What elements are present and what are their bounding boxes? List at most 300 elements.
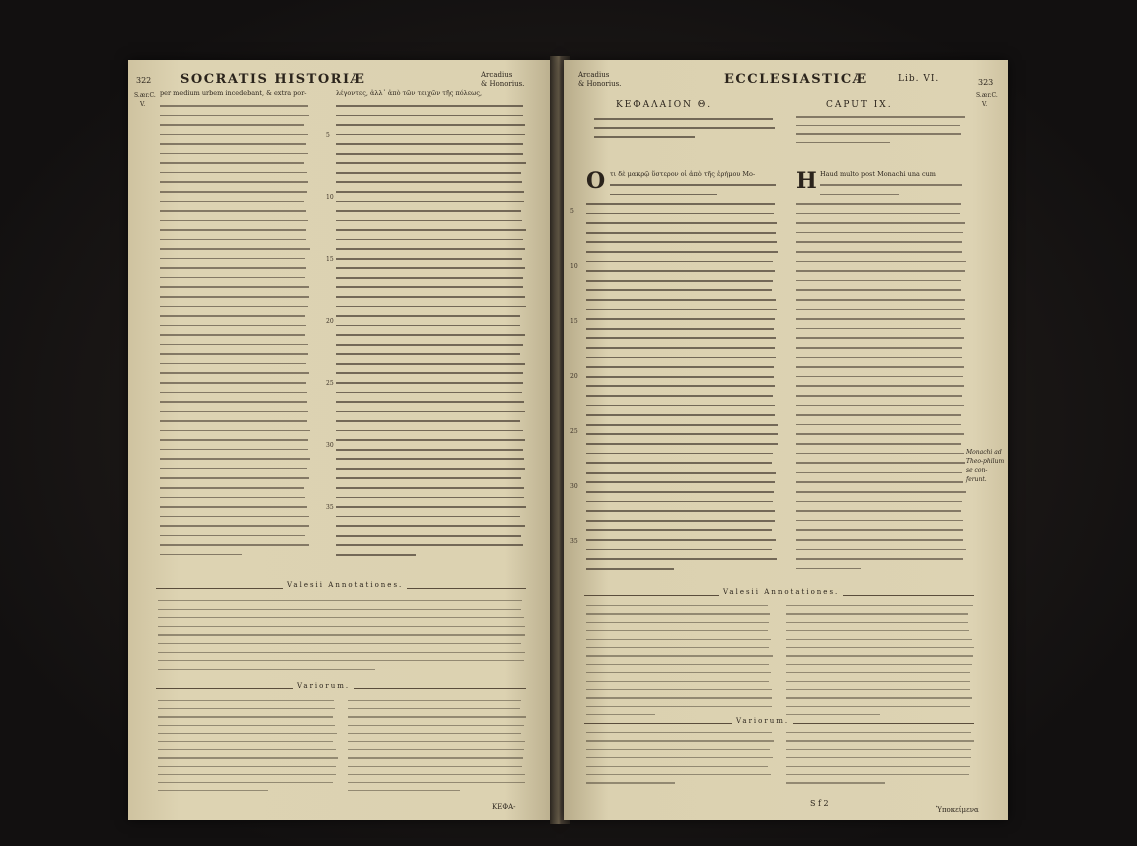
left-page [128,60,556,820]
text-line [348,733,521,734]
text-line [336,143,523,145]
text-line [786,732,971,733]
text-line [786,655,973,656]
text-line [158,626,525,627]
text-line [796,328,961,330]
text-line [336,439,525,441]
right-margin-note: S.ær.C. [976,92,998,99]
text-line [160,239,306,241]
text-line [796,309,964,311]
text-line [796,405,964,407]
text-line [586,520,775,522]
text-line [160,458,310,460]
text-line [586,774,771,775]
text-line [336,124,525,126]
text-line [594,118,773,120]
text-line [336,535,521,537]
text-line [160,344,308,346]
text-line [336,458,524,460]
text-line [586,647,769,648]
right-running-subtitle-1: Arcadius [578,71,610,79]
text-line [336,325,520,327]
left-margin-note-2: V. [140,101,146,108]
greek-chapter-heading: ΚΕΦΑΛΑΙΟΝ Θ. [616,100,713,110]
text-line [796,232,963,234]
left-variorum-heading: Variorum. [293,682,354,690]
text-line [796,491,966,493]
text-line [336,181,522,183]
text-line [160,296,309,298]
text-line [348,757,523,758]
text-line [586,299,776,301]
text-line [586,697,772,698]
text-line [796,133,961,135]
text-line [160,420,307,422]
text-line [786,605,973,606]
right-running-lib: Lib. VI. [898,74,940,84]
text-line [586,622,769,623]
text-line [594,127,775,129]
left-running-subtitle-2: & Honorius. [481,80,525,88]
text-line [586,222,777,224]
text-line [336,430,523,432]
text-line [160,267,306,269]
text-line [158,634,525,635]
text-line [586,605,768,606]
text-line [586,203,775,205]
text-line [160,172,307,174]
text-line [586,270,775,272]
right-catchword: Ὑποκείμενα [936,806,979,814]
text-line [786,639,972,640]
text-line [786,697,972,698]
text-line [160,506,307,508]
text-line [160,535,305,537]
text-line [158,609,521,610]
text-line [586,529,772,531]
text-line [796,481,963,483]
text-line [336,220,522,222]
text-line [160,382,306,384]
text-line [160,143,306,145]
text-line [158,749,336,750]
text-line [796,318,965,320]
text-line [336,411,525,413]
text-line [796,357,962,359]
text-line [786,706,970,707]
text-line [160,115,309,117]
text-line [796,222,965,224]
text-line [786,689,970,690]
text-line [796,424,961,426]
text-line [586,385,775,387]
right-page-number: 323 [978,78,994,87]
text-line [336,497,524,499]
text-line [586,280,773,282]
text-line [160,544,309,546]
right-notes-heading: Valesii Annotationes. [719,588,843,596]
text-line [158,660,524,661]
text-line [586,501,773,503]
text-line [796,453,964,455]
text-line [586,491,774,493]
text-line [796,395,962,397]
text-line [336,487,524,489]
text-line [796,203,961,205]
text-line [158,643,521,644]
text-line [796,385,964,387]
line-number: 5 [326,132,330,139]
text-line [158,741,333,742]
line-number: 30 [570,483,578,490]
text-line [348,749,524,750]
text-line [586,289,772,291]
text-line [158,774,336,775]
text-line [586,337,776,339]
text-line [586,366,774,368]
text-line [796,213,960,215]
text-line [348,700,521,701]
text-line [160,411,308,413]
text-line [786,774,969,775]
text-line [158,600,522,601]
text-line [786,757,971,758]
text-line [336,239,523,241]
text-line [586,481,775,483]
line-number: 5 [570,208,574,215]
line-number: 15 [326,256,334,263]
line-number: 10 [570,263,578,270]
text-line [586,395,773,397]
text-line [348,790,460,791]
text-line [610,194,717,196]
text-line [158,790,268,791]
text-line [336,449,523,451]
text-line [796,142,890,144]
text-line [796,280,961,282]
text-line [336,525,525,527]
text-line [160,392,307,394]
text-line [160,306,308,308]
text-line [336,392,522,394]
text-line [586,639,771,640]
text-line [586,613,770,614]
text-line [336,420,520,422]
text-line [586,568,674,570]
text-line [336,229,526,231]
text-line [796,241,962,243]
text-line [786,613,968,614]
text-line [336,201,524,203]
text-line [160,487,304,489]
text-line [796,125,960,127]
text-line [586,241,777,243]
text-line [796,289,961,291]
text-line [348,716,526,717]
right-variorum-heading: Variorum. [732,717,793,725]
text-line [348,782,525,783]
right-margin-note-monachi: Monachi ad Theo-philum se con-ferunt. [966,449,1005,483]
text-line [796,558,963,560]
text-line [796,520,963,522]
text-line [586,328,774,330]
text-line [158,652,525,653]
text-line [160,439,308,441]
text-line [586,732,772,733]
text-line [786,672,970,673]
text-line [786,622,968,623]
text-line [786,740,974,741]
text-line [160,248,310,250]
text-line [336,506,526,508]
text-line [586,630,768,631]
left-running-title: SOCRATIS HISTORIÆ [180,72,366,87]
left-latin-first-line: per medium urbem incedebant, & extra por- [160,89,307,97]
text-line [160,497,305,499]
text-line [336,296,525,298]
line-number: 35 [326,504,334,511]
text-line [586,424,778,426]
right-greek-first-line: τι δὲ μακρῷ ὕστερον οἱ ἀπὸ τῆς ἐρήμου Μο- [610,170,756,178]
text-line [160,105,308,107]
line-number: 30 [326,442,334,449]
text-line [796,472,962,474]
text-line [348,708,520,709]
text-line [586,706,772,707]
text-line [160,468,307,470]
text-line [786,647,974,648]
text-line [820,184,962,186]
text-line [160,363,306,365]
text-line [586,251,778,253]
text-line [158,716,333,717]
text-line [586,414,775,416]
text-line [158,782,333,783]
text-line [796,366,964,368]
text-line [336,286,523,288]
text-line [586,405,775,407]
text-line [336,554,416,556]
text-line [160,334,305,336]
text-line [158,669,375,670]
text-line [158,617,524,618]
text-line [158,700,334,701]
text-line [158,708,335,709]
text-line [586,539,776,541]
text-line [160,210,306,212]
text-line [586,232,776,234]
text-line [336,353,520,355]
text-line [160,353,308,355]
text-line [336,315,520,317]
text-line [786,630,969,631]
text-line [160,477,309,479]
text-line [160,525,309,527]
text-line [336,277,523,279]
left-margin-note: S.ær.C. [134,92,156,99]
text-line [160,449,308,451]
text-line [796,270,965,272]
text-line [796,347,962,349]
text-line [786,782,885,783]
text-line [796,443,961,445]
text-line [336,344,523,346]
text-line [796,414,961,416]
text-line [586,672,771,673]
right-running-subtitle-2: & Honorius. [578,80,622,88]
text-line [586,213,774,215]
text-line [160,325,306,327]
text-line [336,382,523,384]
text-line [336,401,524,403]
text-line [348,725,524,726]
text-line [160,430,310,432]
text-line [786,766,970,767]
text-line [586,472,776,474]
text-line [796,462,965,464]
text-line [336,162,526,164]
text-line [586,433,778,435]
text-line [586,664,769,665]
right-page [564,60,1008,820]
text-line [160,277,305,279]
text-line [160,372,309,374]
text-line [796,376,963,378]
text-line [336,248,525,250]
text-line [160,258,305,260]
line-number: 35 [570,538,578,545]
text-line [160,220,308,222]
text-line [610,184,776,186]
text-line [160,315,305,317]
text-line [586,714,655,715]
text-line [336,134,525,136]
text-line [594,136,695,138]
line-number: 20 [326,318,334,325]
text-line [348,766,522,767]
line-number: 20 [570,373,578,380]
text-line [796,568,861,570]
text-line [160,124,304,126]
greek-dropcap: O [586,168,606,194]
text-line [336,306,526,308]
text-line [336,516,520,518]
text-line [336,334,525,336]
text-line [796,549,966,551]
text-line [160,554,242,556]
text-line [336,105,523,107]
latin-dropcap: H [796,168,817,194]
left-running-subtitle-1: Arcadius [481,71,513,79]
text-line [336,372,523,374]
text-line [796,299,965,301]
right-margin-note-2: V. [982,101,988,108]
text-line [586,261,773,263]
text-line [160,153,308,155]
text-line [586,510,775,512]
text-line [336,115,523,117]
right-signature-mark: S f 2 [810,799,829,808]
text-line [160,229,306,231]
text-line [796,433,964,435]
text-line [586,782,675,783]
left-page-number: 322 [136,76,152,85]
text-line [586,376,774,378]
text-line [158,733,337,734]
text-line [786,681,970,682]
text-line [586,347,775,349]
text-line [796,261,966,263]
left-greek-first-line: λέγοντες, ἀλλ᾽ ἀπὸ τῶν τειχῶν τῆς πόλεως, [336,89,483,97]
text-line [586,757,773,758]
text-line [158,757,338,758]
text-line [586,558,777,560]
text-line [348,774,525,775]
left-catchword: ΚΕΦΑ- [492,803,516,811]
line-number: 25 [326,380,334,387]
line-number: 15 [570,318,578,325]
text-line [336,210,521,212]
text-line [336,477,521,479]
text-line [586,549,772,551]
text-line [160,286,309,288]
text-line [796,116,965,118]
text-line [160,162,304,164]
text-line [160,516,309,518]
text-line [160,191,307,193]
text-line [796,501,962,503]
text-line [336,153,523,155]
text-line [786,749,971,750]
text-line [158,725,335,726]
line-number: 25 [570,428,578,435]
text-line [586,357,776,359]
line-number: 10 [326,194,334,201]
text-line [336,258,522,260]
right-latin-first-line: Haud multo post Monachi una cum [820,170,936,178]
text-line [586,453,773,455]
text-line [160,401,307,403]
text-line [796,529,963,531]
text-line [336,172,521,174]
text-line [336,363,525,365]
text-line [336,267,525,269]
text-line [786,664,972,665]
text-line [586,309,777,311]
text-line [160,134,308,136]
text-line [786,714,880,715]
text-line [586,318,775,320]
right-running-title: ECCLESIASTICÆ [724,72,868,87]
text-line [348,741,525,742]
text-line [336,468,525,470]
text-line [820,194,899,196]
text-line [586,766,768,767]
text-line [336,191,524,193]
latin-chapter-heading: CAPUT IX. [826,100,893,110]
text-line [586,462,772,464]
left-notes-heading: Valesii Annotationes. [283,581,407,589]
text-line [160,201,304,203]
text-line [796,510,961,512]
text-line [160,181,308,183]
text-line [158,766,336,767]
text-line [796,337,964,339]
text-line [336,544,523,546]
text-line [586,681,769,682]
text-line [796,251,962,253]
text-line [586,443,778,445]
